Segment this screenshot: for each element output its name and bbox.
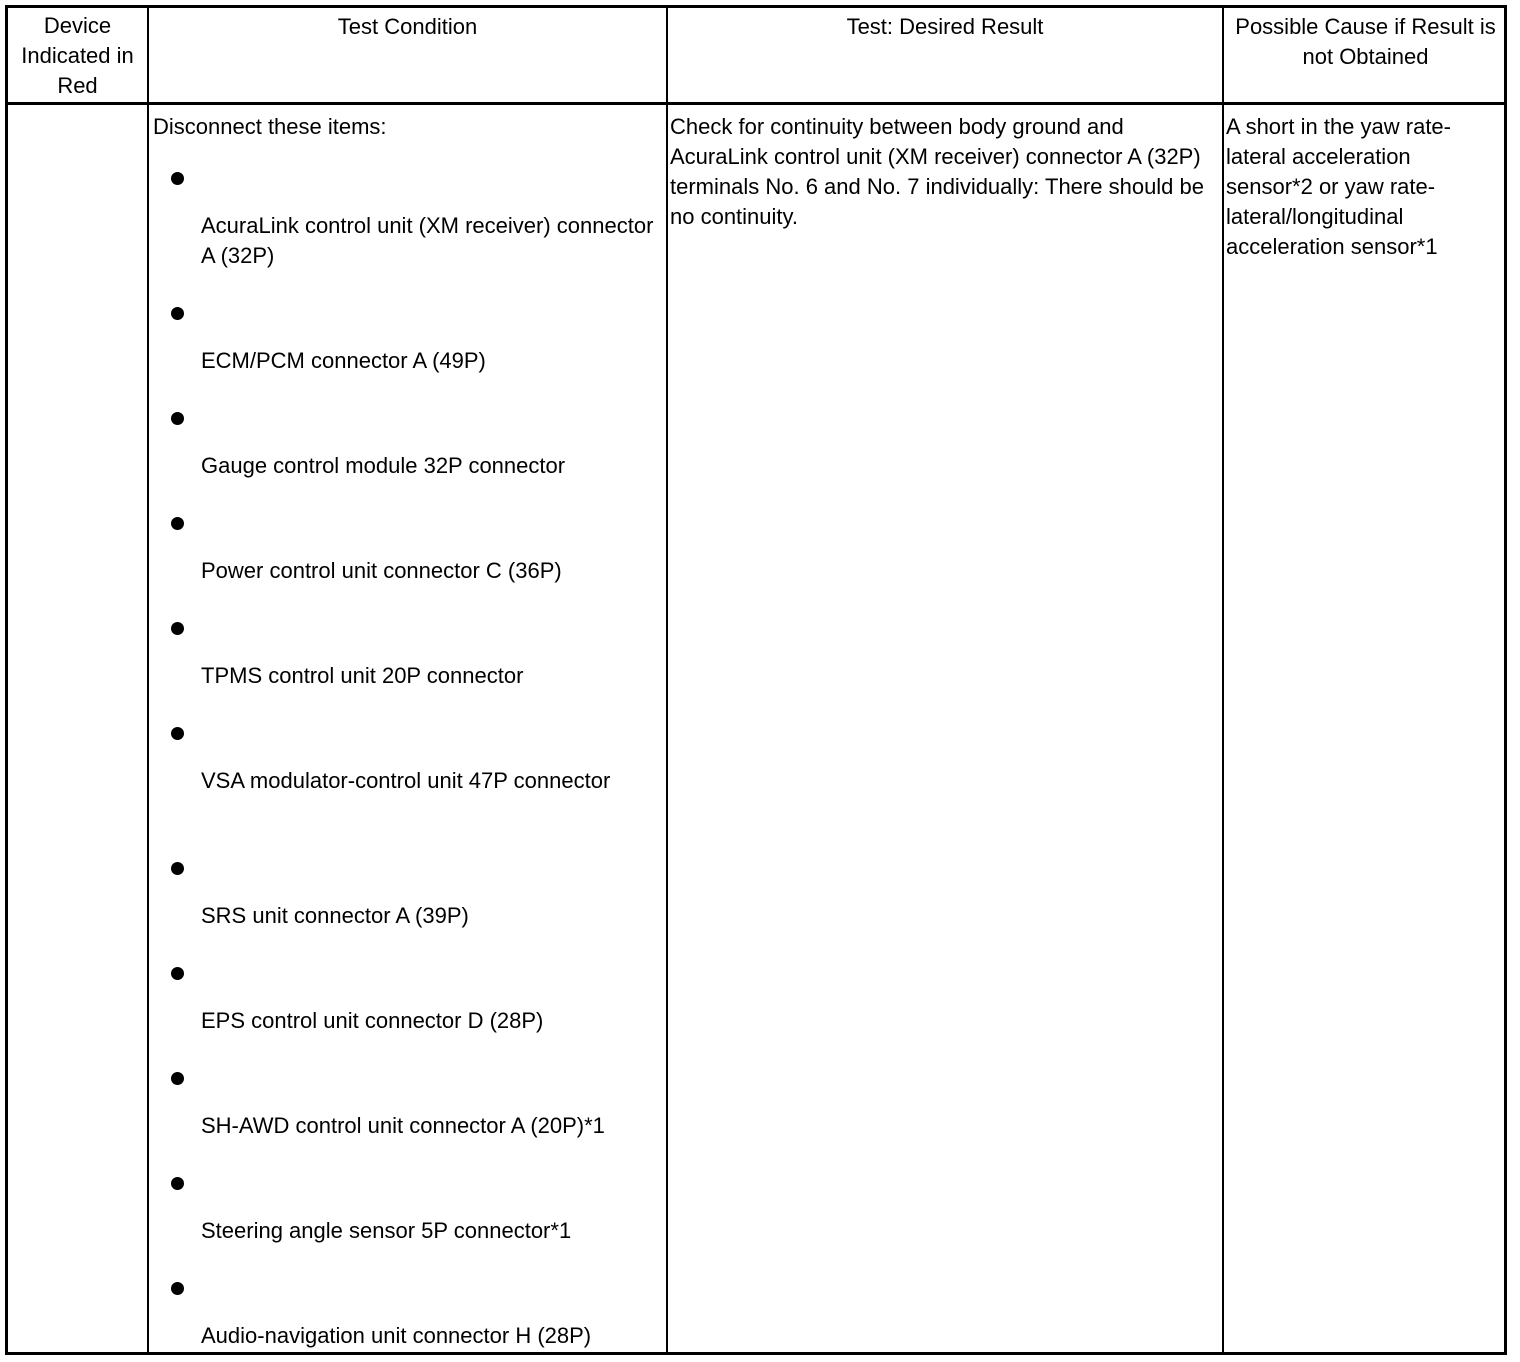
disconnect-item-label: EPS control unit connector D (28P) bbox=[201, 1008, 544, 1033]
disconnect-item-label: Audio-navigation unit connector H (28P) bbox=[201, 1323, 592, 1348]
disconnect-item-label: SRS unit connector A (39P) bbox=[201, 903, 469, 928]
disconnect-item-label: Power control unit connector C (36P) bbox=[201, 558, 562, 583]
bullet-icon bbox=[171, 727, 184, 740]
bullet-icon bbox=[171, 967, 184, 980]
possible-cause-cell: A short in the yaw rate-lateral acceleration sensor*2 or yaw rate-lateral/longitudinal acceleration sensor*1 bbox=[1226, 114, 1451, 259]
bullet-icon bbox=[171, 1282, 184, 1295]
disconnect-item-label: SH-AWD control unit connector A (20P)*1 bbox=[201, 1113, 605, 1138]
test-condition-cell bbox=[149, 112, 666, 1348]
bullet-icon bbox=[171, 172, 184, 185]
bullet-icon bbox=[171, 517, 184, 530]
bullet-icon bbox=[171, 1177, 184, 1190]
disconnect-item-label: TPMS control unit 20P connector bbox=[201, 663, 524, 688]
header-possible-cause: Possible Cause if Result is not Obtained bbox=[1235, 14, 1496, 69]
bullet-icon bbox=[171, 412, 184, 425]
diagnostic-table bbox=[5, 5, 1507, 1355]
condition-intro: Disconnect these items: bbox=[153, 114, 387, 139]
header-divider bbox=[8, 102, 1504, 105]
bullet-icon bbox=[171, 622, 184, 635]
desired-result-cell: Check for continuity between body ground and AcuraLink control unit (XM receiver) connector A (32P) terminals No. 6 and No. 7 individually: There should be no continuity. bbox=[670, 114, 1205, 229]
disconnect-item-label: Steering angle sensor 5P connector*1 bbox=[201, 1218, 572, 1243]
bullet-icon bbox=[171, 1072, 184, 1085]
bullet-icon bbox=[171, 862, 184, 875]
disconnect-item-label: VSA modulator-control unit 47P connector bbox=[201, 768, 611, 793]
disconnect-item-label: ECM/PCM connector A (49P) bbox=[201, 348, 486, 373]
header-test-condition: Test Condition bbox=[337, 14, 478, 39]
header-device: Device Indicated in Red bbox=[21, 13, 134, 98]
disconnect-item-label: Gauge control module 32P connector bbox=[201, 453, 566, 478]
bullet-icon bbox=[171, 307, 184, 320]
disconnect-item-label: AcuraLink control unit (XM receiver) connector A (32P) bbox=[201, 213, 654, 268]
header-desired-result: Test: Desired Result bbox=[846, 14, 1044, 39]
